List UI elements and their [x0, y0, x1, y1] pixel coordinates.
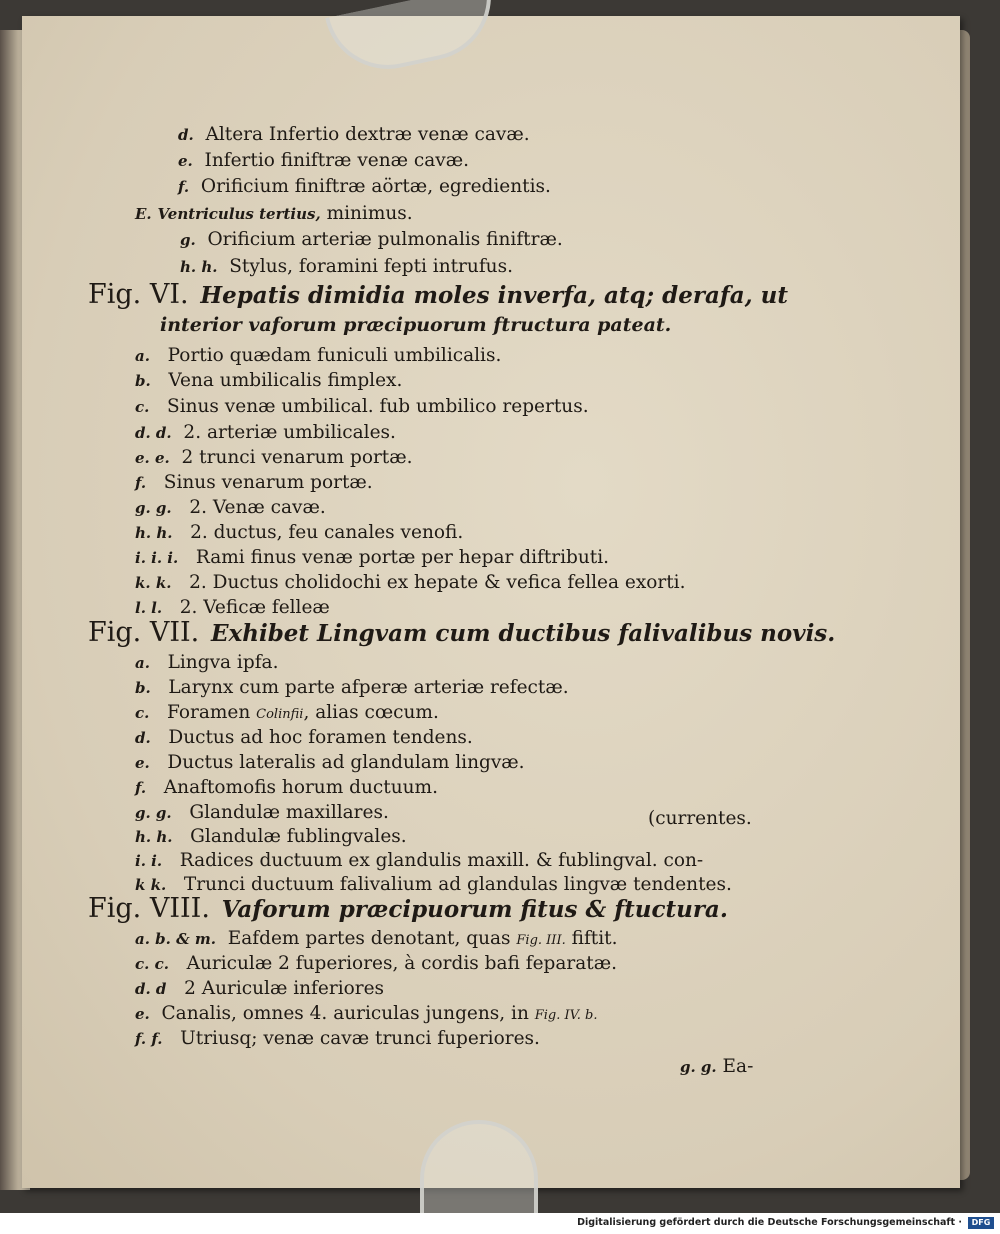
text-line: e. Infertio finiftræ venæ cavæ. [178, 150, 470, 171]
text-line: a. b. & m. Eafdem partes denotant, quas Fig. III. fiftit. [135, 928, 618, 949]
figure-heading-continuation: interior vaforum præcipuorum ftructura pateat. [160, 314, 672, 336]
text-line: e. Canalis, omnes 4. auriculas jungens, in Fig. IV. b. [135, 1003, 598, 1024]
credit-text: Digitalisierung gefördert durch die Deutsche Forschungsgemeinschaft · [577, 1217, 962, 1228]
text-line: d. d. 2. arteriæ umbilicales. [135, 422, 396, 443]
text-line: l. l. 2. Veficæ felleæ [135, 597, 330, 618]
text-line: E. Ventriculus tertius, minimus. [135, 203, 413, 224]
text-line: c. Foramen Colinfii, alias cœcum. [135, 702, 439, 723]
text-line: f. Anaftomofis horum ductuum. [135, 777, 438, 798]
text-line: g. g. 2. Venæ cavæ. [135, 497, 326, 518]
text-line: g. Orificium arteriæ pulmonalis finiftræ. [180, 229, 563, 250]
text-line: e. Ductus lateralis ad glandulam lingvæ. [135, 752, 525, 773]
text-line: h. h. Stylus, foramini fepti intrufus. [180, 256, 513, 277]
text-line: i. i. Radices ductuum ex glandulis maxill. & fublingval. con- [135, 850, 704, 871]
catchword: g. g. Ea- [680, 1056, 754, 1077]
figure-heading: Fig. VIII. Vaforum præcipuorum fitus & ftuctura. [88, 893, 728, 924]
text-line: c. c. Auriculæ 2 fuperiores, à cordis bafi feparatæ. [135, 953, 617, 974]
text-line: h. h. 2. ductus, feu canales venofi. [135, 522, 464, 543]
text-line: h. h. Glandulæ fublingvales. [135, 826, 407, 847]
text-line: f. Sinus venarum portæ. [135, 472, 373, 493]
figure-heading: Fig. VI. Hepatis dimidia moles inverfa, atq; derafa, ut [88, 279, 789, 310]
text-line-margin-continuation: (currentes. [648, 808, 752, 829]
text-line: d. Altera Infertio dextræ venæ cavæ. [178, 124, 530, 145]
text-line: a. Portio quædam funiculi umbilicalis. [135, 345, 502, 366]
text-line: b. Vena umbilicalis fimplex. [135, 370, 403, 391]
text-line: k. k. 2. Ductus cholidochi ex hepate & vefica fellea exorti. [135, 572, 686, 593]
text-line: f. Orificium finiftræ aörtæ, egredientis. [178, 176, 551, 197]
figure-heading: Fig. VII. Exhibet Lingvam cum ductibus falivalibus novis. [88, 617, 836, 648]
text-line: d. Ductus ad hoc foramen tendens. [135, 727, 473, 748]
digitization-credit-bar [0, 1213, 1000, 1234]
text-line: g. g. Glandulæ maxillares. [135, 802, 389, 823]
text-line: d. d 2 Auriculæ inferiores [135, 978, 385, 999]
text-line: a. Lingva ipfa. [135, 652, 279, 673]
text-line: i. i. i. Rami finus venæ portæ per hepar diftributi. [135, 547, 610, 568]
text-line: e. e. 2 trunci venarum portæ. [135, 447, 413, 468]
text-line: k k. Trunci ductuum falivalium ad glandulas lingvæ tendentes. [135, 874, 732, 895]
text-line: f. f. Utriusq; venæ cavæ trunci fuperiores. [135, 1028, 540, 1049]
text-line: b. Larynx cum parte afperæ arteriæ refectæ. [135, 677, 569, 698]
dfg-logo: DFG [968, 1217, 994, 1229]
text-line: c. Sinus venæ umbilical. fub umbilico repertus. [135, 396, 589, 417]
